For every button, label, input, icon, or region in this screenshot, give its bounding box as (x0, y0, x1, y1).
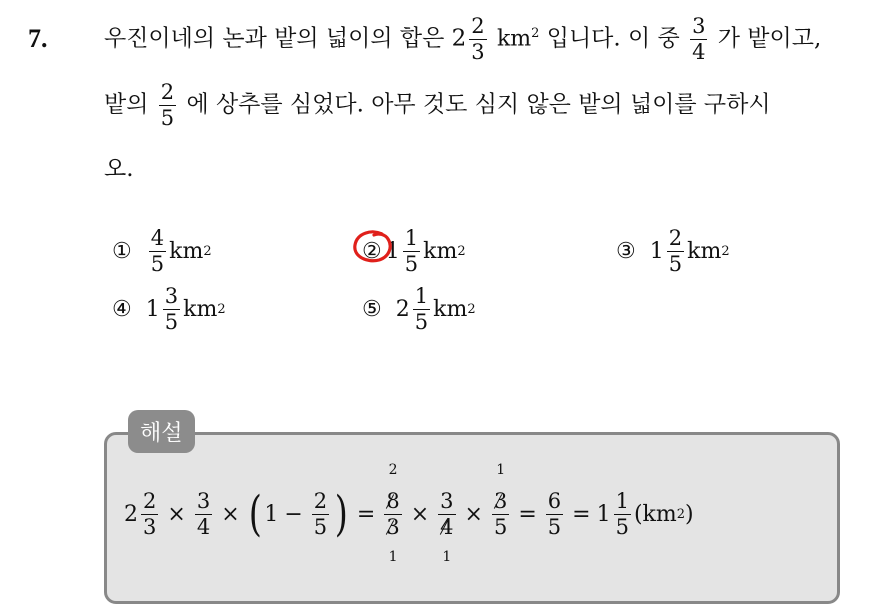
option-marker: ① (112, 239, 132, 264)
fraction: $\frac{2}{5}$ (313, 488, 328, 539)
option-3[interactable]: ③ 1 $\frac{2}{5}$ km 2 (616, 226, 730, 276)
close-paren: ) (334, 486, 349, 542)
times-sign: × (410, 501, 430, 527)
fraction: $\frac{3}{4}$ (196, 488, 211, 539)
question-text: 가 밭이고, (717, 25, 822, 52)
solution-equation: 2 $\frac{2}{3}$ × $\frac{3}{4}$ × ( 1 − $\frac{2}{5}$ ) = 2 8 3 1 × 3 4 1 × 1 3 5 = $\frac{6}{5}$ = 1 $\frac{1}{5}$ (km 2 ) (124, 461, 694, 565)
fraction: $\frac{2}{5}$ (668, 226, 683, 276)
question-text: 에 상추를 심었다. 아무 것도 심지 않은 밭의 넓이를 구하시 (186, 91, 771, 118)
question-text: 밭의 (104, 91, 149, 118)
fraction: $\frac{4}{5}$ (150, 226, 165, 276)
option-2[interactable]: ② 1 $\frac{1}{5}$ km 2 (362, 226, 466, 276)
unit: km (433, 297, 468, 322)
minus-sign: − (284, 501, 303, 527)
option-marker: ⑤ (362, 297, 382, 322)
cancelled-fraction: 3 4 1 (440, 488, 454, 565)
fraction: $\frac{3}{5}$ (164, 284, 179, 334)
option-marker: ② (362, 239, 382, 264)
solution-tag: 해설 (128, 410, 195, 453)
option-marker: ④ (112, 297, 132, 322)
unit-close: ) (685, 501, 694, 527)
unit: (km (633, 501, 677, 527)
fraction: $\frac{1}{5}$ (404, 226, 419, 276)
times-sign: × (221, 501, 240, 527)
whole-number: 2 (124, 501, 138, 527)
unit: km (496, 26, 532, 52)
open-paren: ( (248, 486, 262, 542)
question-text: 우진이네의 논과 밭의 넓이의 합은 2 (104, 25, 467, 52)
unit: km (687, 239, 722, 264)
question-line-3: 오. (104, 156, 134, 182)
option-5[interactable]: ⑤ 2 $\frac{1}{5}$ km 2 (362, 284, 476, 334)
fraction: $\frac{1}{5}$ (615, 488, 629, 539)
equals-sign: = (572, 501, 591, 527)
question-line-2 (104, 82, 771, 129)
whole-number: 1 (145, 297, 160, 322)
times-sign: × (464, 501, 483, 527)
cancelled-fraction: 2 8 3 1 (386, 461, 400, 565)
question-line-1: 우진이네의 논과 밭의 넓이의 합은 2 $\frac{2}{3}$ $km^2$ 입니다. 이 중 $\frac{3}{4}$ 가 밭이고, (104, 14, 822, 64)
whole-number: 1 (649, 239, 664, 264)
option-4[interactable]: ④ 1 $\frac{3}{5}$ km 2 (112, 284, 226, 334)
fraction: $\frac{3}{4}$ (692, 14, 706, 64)
times-sign: × (167, 501, 186, 527)
whole-number: 1 (385, 239, 400, 264)
equals-sign: = (518, 501, 537, 527)
equals-sign: = (356, 501, 376, 527)
unit: km (169, 239, 204, 264)
fraction: $\frac{1}{5}$ (414, 284, 429, 334)
question-number: 7. (28, 24, 48, 53)
fraction: $\frac{2}{3}$ (143, 488, 157, 539)
question-text: 입니다. 이 중 (546, 25, 680, 52)
answer-circle-mark (352, 229, 394, 265)
option-marker: ③ (616, 239, 636, 264)
whole-number: 2 (395, 297, 410, 322)
number: 1 (264, 501, 279, 527)
fraction: $\frac{6}{5}$ (547, 488, 562, 539)
unit: km (183, 297, 218, 322)
whole-number: 1 (596, 501, 611, 527)
cancelled-fraction: 1 3 5 (493, 461, 508, 539)
fraction: $\frac{2}{3}$ (471, 14, 485, 64)
option-1[interactable]: ① $\frac{4}{5}$ km 2 (112, 226, 212, 276)
fraction: $\frac{2}{5}$ (160, 80, 175, 130)
unit: km (423, 239, 458, 264)
